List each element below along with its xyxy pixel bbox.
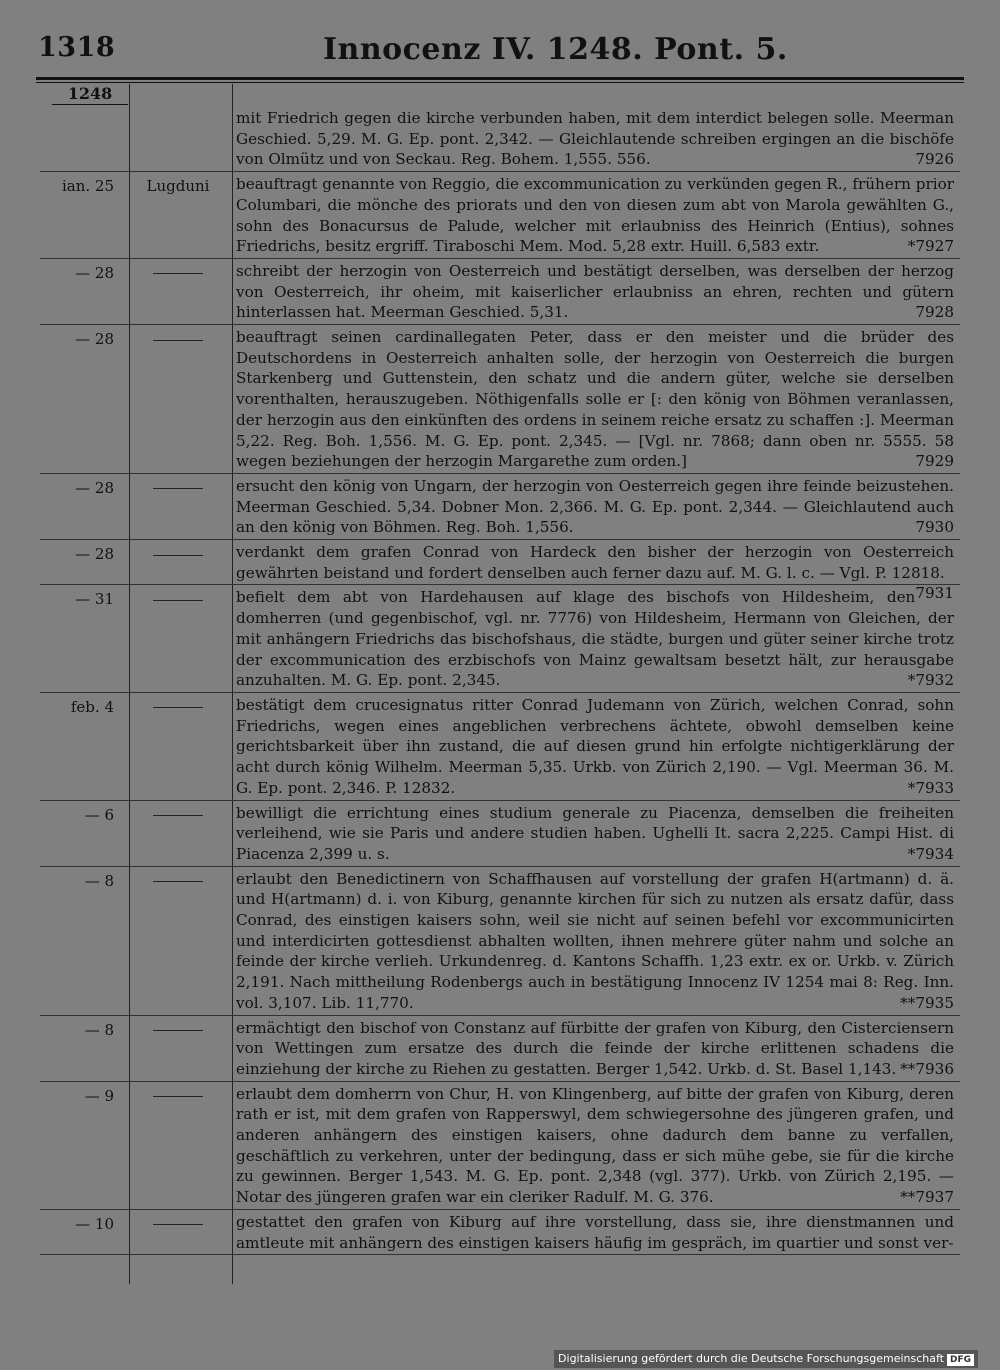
entry-number: 7929	[915, 452, 954, 471]
entry-summary: befielt dem abt von Hardehausen auf klage des bischofs von Hildesheim, den domherren (und gegenbischof, vgl. nr. 7776) von Hildesheim, Hermann von Gleichen, der mit anhängern Friedrichs das bischofshaus, die städte, burgen und güter seiner kirche trotz der excommunication des erzbischofs von Mainz gewaltsam besetzt hält, zur herausgabe anzuhalten. M. G. Ep. pont. 2,345.	[236, 588, 954, 690]
entry-number: *7933	[907, 778, 954, 797]
entry-date: — 6	[84, 805, 114, 824]
entry-date: feb. 4	[70, 697, 114, 716]
place-ditto-dash	[153, 340, 203, 341]
entry-number: **7937	[900, 1188, 954, 1207]
place-ditto-dash	[153, 815, 203, 816]
footer-credit	[554, 1350, 978, 1368]
entry-date: ian. 25	[61, 177, 114, 196]
entry-number: **7936	[900, 1059, 954, 1078]
entry-place	[134, 478, 222, 499]
entry-place	[134, 871, 222, 892]
regest-entry	[40, 106, 960, 172]
entry-text	[236, 1082, 954, 1209]
entry-text	[236, 540, 954, 603]
entry-number: **7935	[900, 993, 954, 1012]
entry-text	[236, 585, 954, 692]
entry-place	[134, 329, 222, 350]
entry-place	[134, 1086, 222, 1107]
entry-date: — 28	[75, 478, 114, 497]
entry-text	[236, 325, 954, 473]
entry-date: — 31	[75, 590, 114, 609]
place-ditto-dash	[153, 881, 203, 882]
entry-summary: erlaubt den Benedictinern von Schaffhausen auf vorstellung der grafen H(artmann) d. ä. und H(artmann) d. i. von Kiburg, genannte kirchen für sich zu nutzen als ersatz dafür, dass Conrad, des einstigen kaisers sohn, weil sie nicht auf seinen befehl vor excommunicirten und interdicirten gottesdienst abhalten wollten, ihnen mehrere güter nahm und solche an feinde der kirche verlieh. Urkundenreg. d. Kantons Schaffh. 1,23 extr. ex or. Urkb. v. Zürich 2,191. Nach mittheilung Rodenbergs auch in bestätigung Innocenz IV 1254 mai 8: Reg. Inn. vol. 3,107. Lib. 11,770.	[236, 869, 954, 1012]
entry-number: *7934	[907, 844, 954, 863]
entry-date: — 10	[75, 1214, 114, 1233]
entry-summary: ersucht den könig von Ungarn, der herzogin von Oesterreich gegen ihre feinde beizustehen. Meerman Geschied. 5,34. Dobner Mon. 2,366. M. G. Ep. pont. 2,344. — Gleichlautend auch an den könig von Böhmen. Reg. Boh. 1,556.	[236, 476, 954, 537]
entry-text	[236, 1016, 954, 1081]
year-label: 1248	[52, 84, 128, 105]
entry-date: — 9	[84, 1086, 114, 1105]
place-ditto-dash	[153, 1224, 203, 1225]
entry-summary: verdankt dem grafen Conrad von Hardeck den bisher der herzogin von Oesterreich gewährten beistand und fordert denselben auch ferner dazu auf. M. G. l. c. — Vgl. P. 12818.	[236, 543, 954, 582]
entry-summary: ermächtigt den bischof von Constanz auf fürbitte der grafen von Kiburg, den Cisterciensern von Wettingen zum ersatze des durch die feinde der kirche erlittenen schadens die einziehung der kirche zu Riehen zu gestatten. Berger 1,542. Urkb. d. St. Basel 1,143.	[236, 1018, 954, 1078]
regest-entry	[40, 259, 960, 325]
regest-entry	[40, 585, 960, 693]
entry-number: *7932	[907, 671, 954, 690]
page-header	[0, 28, 1000, 76]
entry-text	[236, 693, 954, 800]
regest-entry	[40, 801, 960, 867]
entry-summary: beauftragt genannte von Reggio, die excommunication zu verkünden gegen R., frühern prior Columbari, die mönche des priorats und den von diesen zum abt von Marola gewählten G., sohn des Bonacursus de Palude, welcher mit erlaubniss des Heinrich (Entius), sohnes Friedrichs, besitz ergriff. Tiraboschi Mem. Mod. 5,28 extr. Huill. 6,583 extr.	[236, 175, 954, 256]
entry-summary: gestattet den grafen von Kiburg auf ihre vorstellung, dass sie, ihre dienstmannen und amtleute mit anhängern des einstigen kaisers häufig im gespräch, im quartier und sonst ver-	[236, 1212, 954, 1252]
regest-entry	[40, 474, 960, 540]
entry-place	[134, 1214, 222, 1235]
place-ditto-dash	[153, 600, 203, 601]
register-entries	[0, 106, 1000, 1255]
entry-number: 7930	[915, 518, 954, 537]
entry-date: — 8	[84, 1020, 114, 1039]
entry-text	[236, 106, 954, 171]
place-ditto-dash	[153, 707, 203, 708]
entry-place	[134, 697, 222, 718]
place-ditto-dash	[153, 555, 203, 556]
place-ditto-dash	[153, 1030, 203, 1031]
entry-number: 7928	[915, 303, 954, 322]
entry-date: — 28	[75, 330, 114, 349]
header-rule-thin	[36, 82, 964, 83]
regest-entry	[40, 325, 960, 474]
entry-summary: beauftragt seinen cardinallegaten Peter, dass er den meister und die brüder des Deutschordens in Oesterreich anhalten solle, der herzogin von Oesterreich die burgen Starkenberg und Guttenstein, den schatz und die andern güter, welche sie derselben vorenthalten, herauszugeben. Nöthigenfalls solle er [: den könig von Böhmen veranlassen, der herzogin aus den einkünften des ordens in seinem reiche ersatz zu schaffen :]. Meerman 5,22. Reg. Boh. 1,556. M. G. Ep. pont. 2,345. — [Vgl. nr. 7868; dann oben nr. 5555. 58 wegen beziehungen der herzogin Margarethe zum orden.]	[236, 328, 954, 471]
entry-date: — 28	[75, 263, 114, 282]
entry-text	[236, 172, 954, 258]
dfg-logo: DFG	[947, 1354, 974, 1366]
entry-place: Lugduni	[146, 177, 210, 196]
footer-text: Digitalisierung gefördert durch die Deutsche Forschungsgemeinschaft	[558, 1352, 944, 1365]
entry-text	[236, 801, 954, 866]
regest-entry	[40, 1210, 960, 1255]
entry-place	[134, 805, 222, 826]
regest-entry	[40, 867, 960, 1016]
entry-summary: bestätigt dem crucesignatus ritter Conrad Judemann von Zürich, welchen Conrad, sohn Friedrichs, wegen eines angeblichen verbrechens ächtete, obwohl demselben keine gerichtsbarkeit über ihn zustand, die auf diesen grund hin erfolgte nichtigerklärung der acht durch könig Wilhelm. Meerman 5,35. Urkb. von Zürich 2,190. — Vgl. Meerman 36. M. G. Ep. pont. 2,346. P. 12832.	[236, 695, 954, 797]
entry-number: 7926	[915, 150, 954, 169]
entry-number: 7931	[915, 584, 954, 603]
regest-entry	[40, 540, 960, 603]
entry-text	[236, 1210, 954, 1254]
entry-text	[236, 259, 954, 324]
page-number: 1318	[38, 32, 116, 63]
entry-text	[236, 474, 954, 539]
entry-place	[134, 589, 222, 610]
entry-summary: schreibt der herzogin von Oesterreich und bestätigt derselben, was derselben der herzog von Oesterreich, ihr oheim, mit kaiserlicher erlaubniss an ehren, rechten und gütern hinterlassen hat. Meerman Geschied. 5,31.	[236, 261, 954, 322]
place-ditto-dash	[153, 488, 203, 489]
regest-entry	[40, 1016, 960, 1082]
entry-place	[134, 544, 222, 565]
entry-place	[134, 263, 222, 284]
place-ditto-dash	[153, 273, 203, 274]
entry-summary: erlaubt dem domherrn von Chur, H. von Klingenberg, auf bitte der grafen von Kiburg, deren rath er ist, mit dem grafen von Rapperswyl, dem schwiegersohne des jüngeren grafen, und anderen anhängern des einstigen kaisers, ohne dadurch dem banne zu verfallen, geschäftlich zu verkehren, unter der bedingung, dass er sich mühe gebe, sie für die kirche zu gewinnen. Berger 1,543. M. G. Ep. pont. 2,348 (vgl. 377). Urkb. von Zürich 2,195. — Notar des jüngeren grafen war ein cleriker Radulf. M. G. 376.	[236, 1084, 954, 1207]
entry-text	[236, 867, 954, 1015]
regest-entry	[40, 693, 960, 801]
regest-entry	[40, 1082, 960, 1210]
entry-place	[134, 1020, 222, 1041]
entry-summary: bewilligt die errichtung eines studium generale zu Piacenza, demselben die freiheiten verleihend, wie sie Paris und andere studien haben. Ughelli It. sacra 2,225. Campi Hist. di Piacenza 2,399 u. s.	[236, 803, 954, 863]
entry-summary: mit Friedrich gegen die kirche verbunden haben, mit dem interdict belegen solle. Meerman Geschied. 5,29. M. G. Ep. pont. 2,342. — Gleichlautende schreiben ergingen an die bischöfe von Olmütz und von Seckau. Reg. Bohem. 1,555. 556.	[236, 109, 954, 169]
entry-number: *7927	[907, 237, 954, 256]
entry-date: — 8	[84, 871, 114, 890]
regest-entry	[40, 172, 960, 259]
place-ditto-dash	[153, 1096, 203, 1097]
entry-date: — 28	[75, 545, 114, 564]
header-rule-thick	[36, 77, 964, 80]
page-title: Innocenz IV. 1248. Pont. 5.	[323, 32, 788, 67]
